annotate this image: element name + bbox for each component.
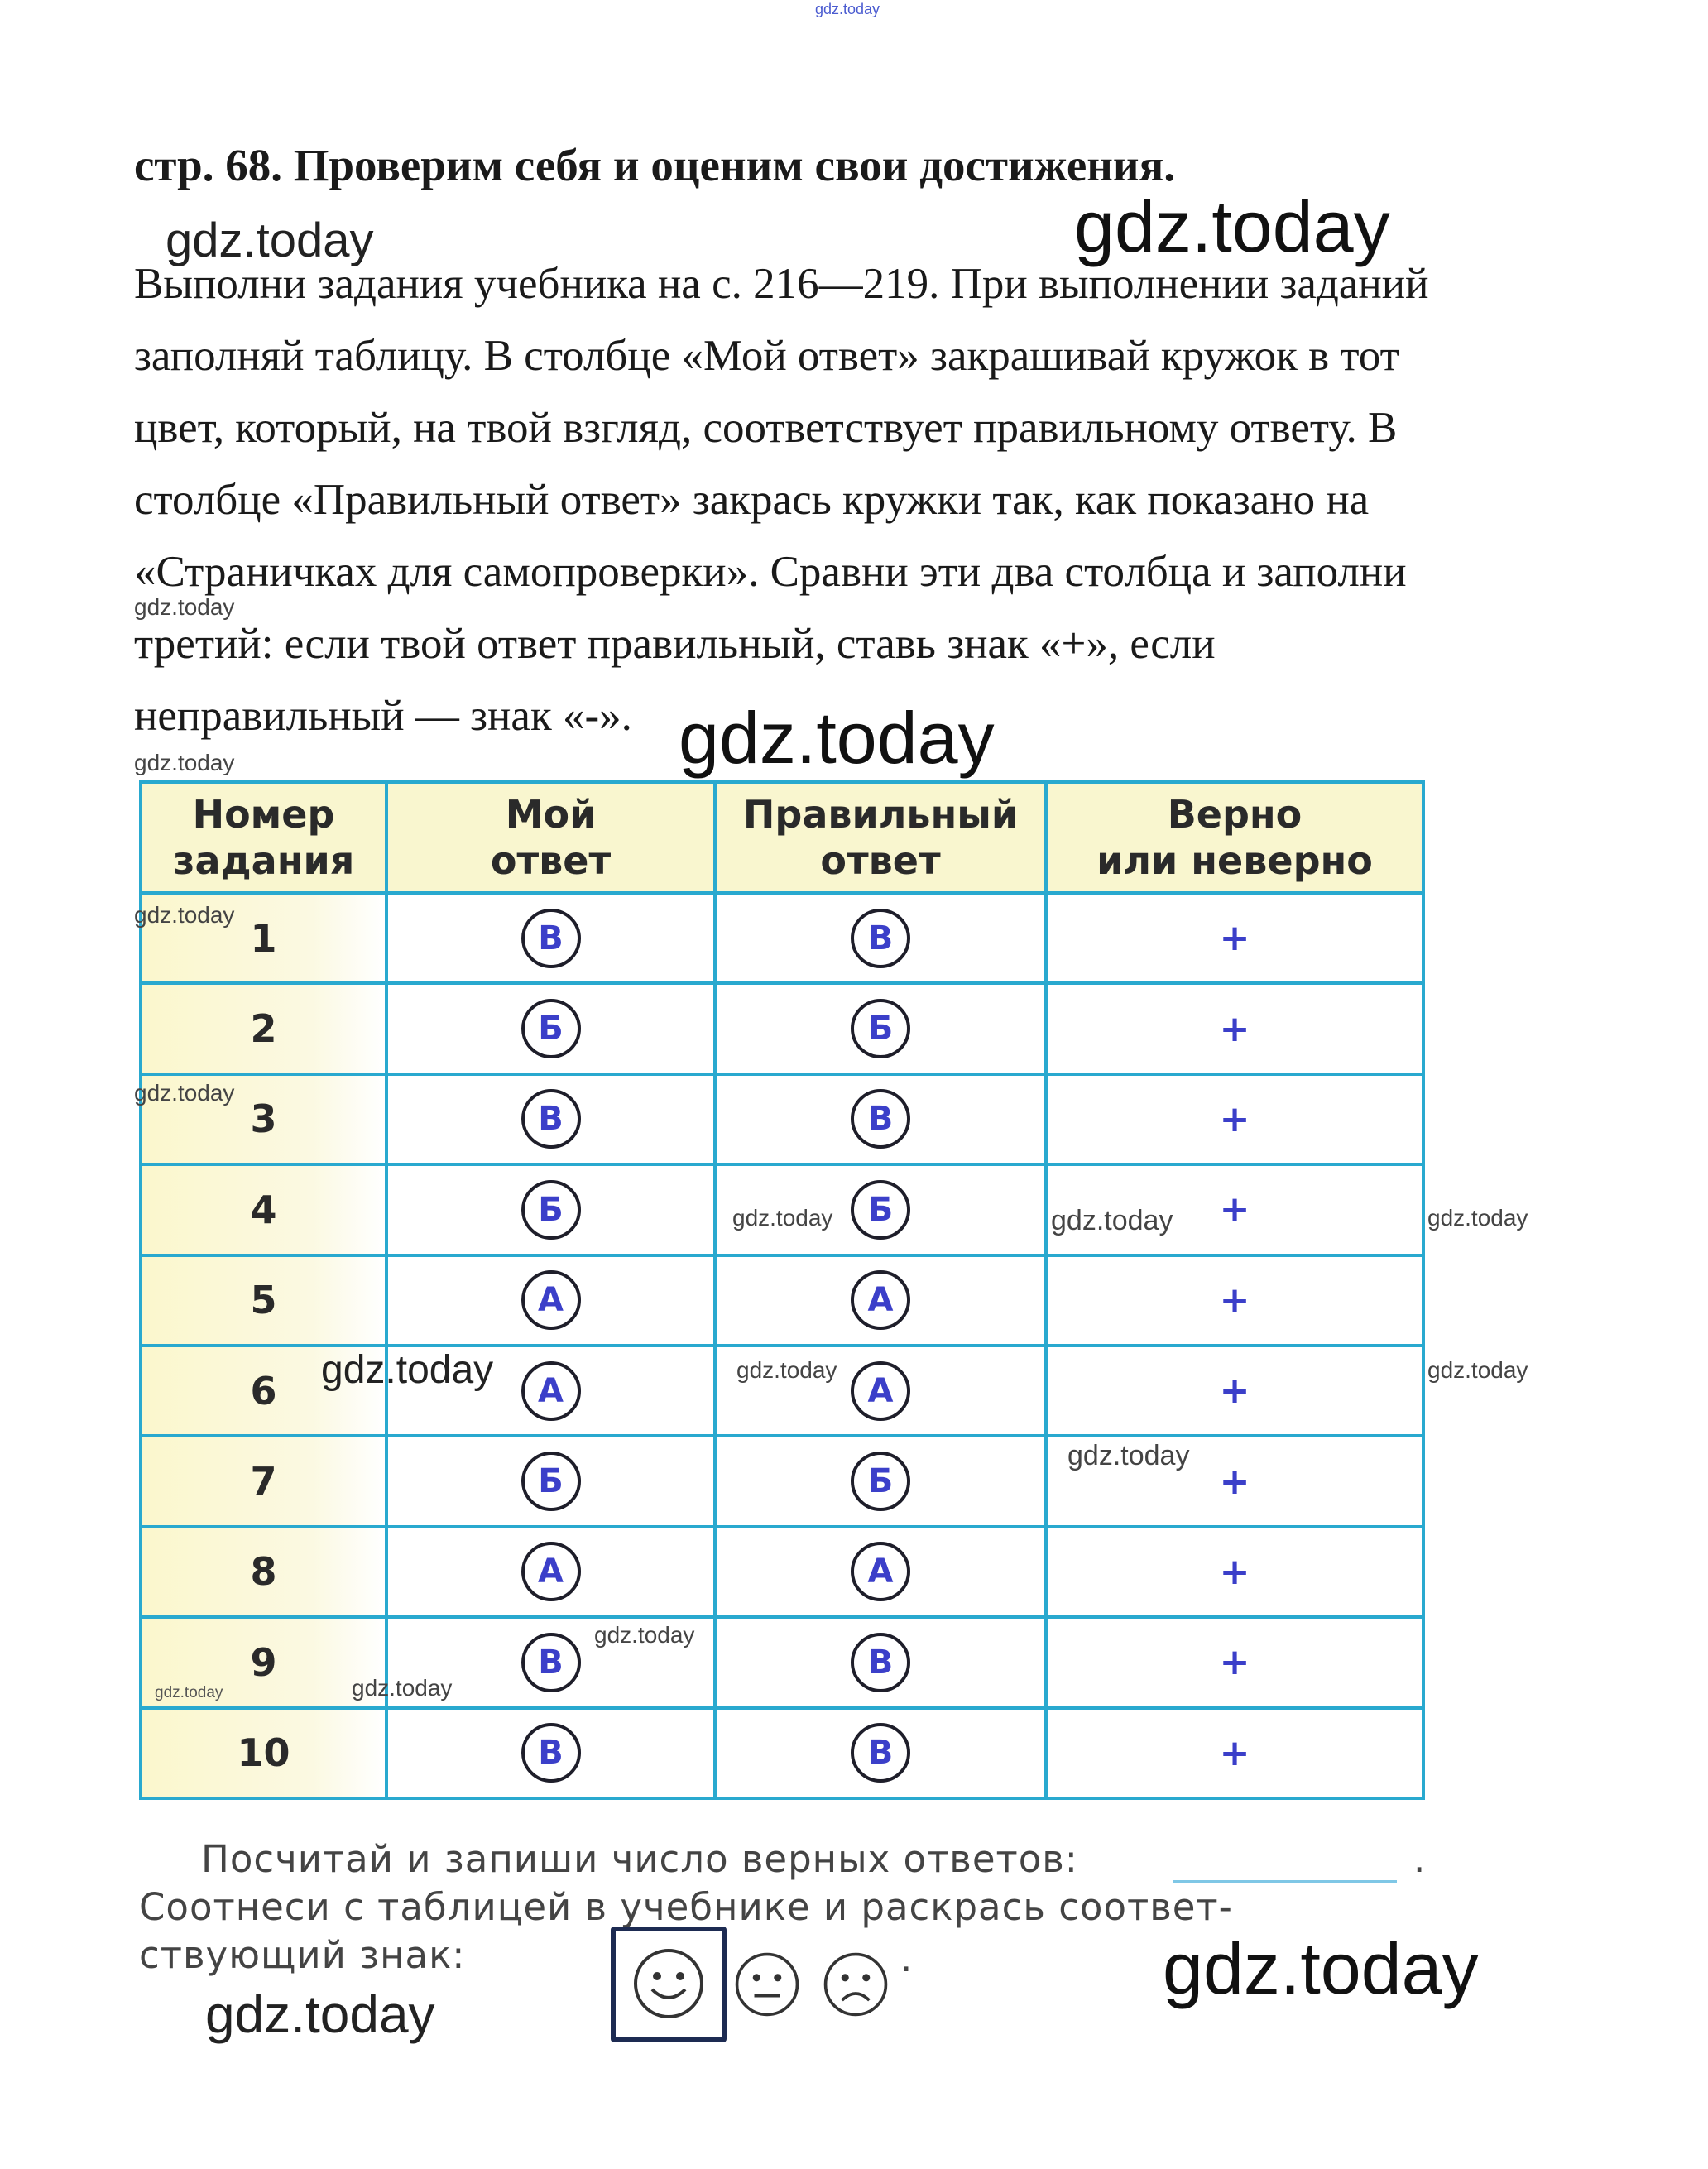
table-row <box>141 893 1423 983</box>
answers-table <box>139 780 1425 1800</box>
watermark: gdz.today <box>205 1984 435 2044</box>
answer-circle: Б <box>521 1180 581 1240</box>
period: . <box>900 1936 914 1980</box>
watermark: gdz.today <box>1068 1440 1190 1471</box>
sad-face-icon[interactable] <box>822 1951 890 2018</box>
watermark: gdz.today <box>594 1622 695 1648</box>
table-row <box>141 1255 1423 1346</box>
table-row <box>141 1436 1423 1526</box>
answer-circle: В <box>851 909 910 968</box>
answer-blank[interactable] <box>1173 1880 1397 1883</box>
plus-mark: + <box>1219 1007 1250 1050</box>
table-row <box>141 1708 1423 1798</box>
my-answer-cell <box>386 1255 715 1346</box>
correct-answer-cell <box>715 1617 1046 1707</box>
header-right-or-wrong: Верно или неверно <box>1046 782 1423 893</box>
answer-circle: В <box>851 1089 910 1149</box>
watermark: gdz.today <box>134 594 235 620</box>
watermark: gdz.today <box>134 1080 235 1106</box>
page-title: стр. 68. Проверим себя и оценим свои достижения. <box>134 140 1176 190</box>
correct-answer-cell <box>715 1255 1046 1346</box>
instruction-line: Выполни задания учебника на с. 216—219. При выполнении заданий <box>134 260 1429 308</box>
watermark: gdz.today <box>732 1205 833 1231</box>
plus-mark: + <box>1219 1279 1250 1322</box>
plus-mark: + <box>1219 1460 1250 1503</box>
task-number: 8 <box>141 1527 386 1617</box>
neutral-face-icon[interactable] <box>733 1951 801 2018</box>
task-number: 3 <box>141 1074 386 1164</box>
my-answer-cell <box>386 1527 715 1617</box>
plus-mark: + <box>1219 1188 1250 1231</box>
my-answer-cell <box>386 1436 715 1526</box>
watermark: gdz.today <box>1074 185 1390 267</box>
instruction-line: третий: если твой ответ правильный, ставь знак «+», если <box>134 620 1216 668</box>
answer-circle: А <box>521 1270 581 1330</box>
correct-answer-cell <box>715 983 1046 1073</box>
plus-mark: + <box>1219 1731 1250 1774</box>
instruction-line: «Страничках для самопроверки». Сравни эти два столбца и заполни <box>134 548 1407 596</box>
header-my-answer: Мой ответ <box>386 782 715 893</box>
watermark: gdz.today <box>1163 1927 1479 2009</box>
mark-cell <box>1046 1708 1423 1798</box>
header-correct-answer: Правильный ответ <box>715 782 1046 893</box>
mark-cell <box>1046 1074 1423 1164</box>
instruction-line: столбце «Правильный ответ» закрась кружки так, как показано на <box>134 476 1370 524</box>
answer-circle: В <box>521 909 581 968</box>
instruction-line: заполняй таблицу. В столбце «Мой ответ» закрашивай кружок в тот <box>134 332 1399 380</box>
answer-circle: В <box>521 1633 581 1692</box>
correct-answer-cell <box>715 1708 1046 1798</box>
plus-mark: + <box>1219 1370 1250 1413</box>
correct-answer-cell <box>715 893 1046 983</box>
task-number: 5 <box>141 1255 386 1346</box>
answer-circle: Б <box>851 1452 910 1511</box>
mark-cell <box>1046 983 1423 1073</box>
answer-circle: А <box>851 1542 910 1601</box>
answer-circle: В <box>851 1723 910 1783</box>
answer-circle: Б <box>521 999 581 1058</box>
watermark: gdz.today <box>321 1348 494 1392</box>
task-number: 9 <box>141 1617 386 1707</box>
watermark: gdz.today <box>1427 1357 1528 1383</box>
plus-mark: + <box>1219 1097 1250 1140</box>
instruction-line: неправильный — знак «-». <box>134 692 632 740</box>
mark-cell <box>1046 1617 1423 1707</box>
watermark: gdz.today <box>679 697 995 779</box>
task-number: 4 <box>141 1164 386 1255</box>
watermark: gdz.today <box>736 1357 837 1383</box>
my-answer-cell <box>386 893 715 983</box>
watermark: gdz.today <box>1427 1205 1528 1231</box>
watermark-top: gdz.today <box>815 1 880 17</box>
instructions <box>134 248 1590 752</box>
task-number: 6 <box>141 1346 386 1436</box>
table-row <box>141 983 1423 1073</box>
task-number: 7 <box>141 1436 386 1526</box>
answer-circle: В <box>521 1089 581 1149</box>
task-number: 2 <box>141 983 386 1073</box>
period: . <box>1413 1837 1427 1881</box>
answer-circle: В <box>851 1633 910 1692</box>
table-header-row <box>141 782 1423 893</box>
answer-circle: А <box>521 1542 581 1601</box>
answer-circle: А <box>521 1361 581 1421</box>
watermark: gdz.today <box>134 902 235 928</box>
answer-circle: А <box>851 1361 910 1421</box>
table-row <box>141 1074 1423 1164</box>
my-answer-cell <box>386 1074 715 1164</box>
count-prompt: Посчитай и запиши число верных ответов: <box>201 1837 1078 1881</box>
answer-circle: Б <box>851 999 910 1058</box>
correct-answer-cell <box>715 1074 1046 1164</box>
table-row <box>141 1617 1423 1707</box>
correct-answer-cell <box>715 1436 1046 1526</box>
my-answer-cell <box>386 983 715 1073</box>
task-number: 10 <box>141 1708 386 1798</box>
mark-cell <box>1046 1346 1423 1436</box>
answer-circle: А <box>851 1270 910 1330</box>
watermark: gdz.today <box>134 750 235 775</box>
happy-face-icon[interactable] <box>631 1946 706 2021</box>
mark-cell <box>1046 893 1423 983</box>
header-task-number: Номер задания <box>141 782 386 893</box>
plus-mark: + <box>1219 1641 1250 1684</box>
watermark: gdz.today <box>1051 1205 1173 1236</box>
watermark: gdz.today <box>166 214 374 267</box>
answer-circle: Б <box>521 1452 581 1511</box>
plus-mark: + <box>1219 1550 1250 1593</box>
watermark: gdz.today <box>352 1675 453 1701</box>
answer-circle: Б <box>851 1180 910 1240</box>
mark-cell <box>1046 1527 1423 1617</box>
answer-circle: В <box>521 1723 581 1783</box>
my-answer-cell <box>386 1164 715 1255</box>
mark-cell <box>1046 1255 1423 1346</box>
table-row <box>141 1527 1423 1617</box>
my-answer-cell <box>386 1708 715 1798</box>
instruction-line: цвет, который, на твой взгляд, соответствует правильному ответу. В <box>134 404 1398 452</box>
compare-prompt: Соотнеси с таблицей в учебнике и раскрась соответ- <box>139 1885 1233 1929</box>
choose-sign-prompt: ствующий знак: <box>139 1933 466 1977</box>
plus-mark: + <box>1219 917 1250 960</box>
correct-answer-cell <box>715 1527 1046 1617</box>
watermark: gdz.today <box>155 1684 223 1701</box>
task-number: 1 <box>141 893 386 983</box>
